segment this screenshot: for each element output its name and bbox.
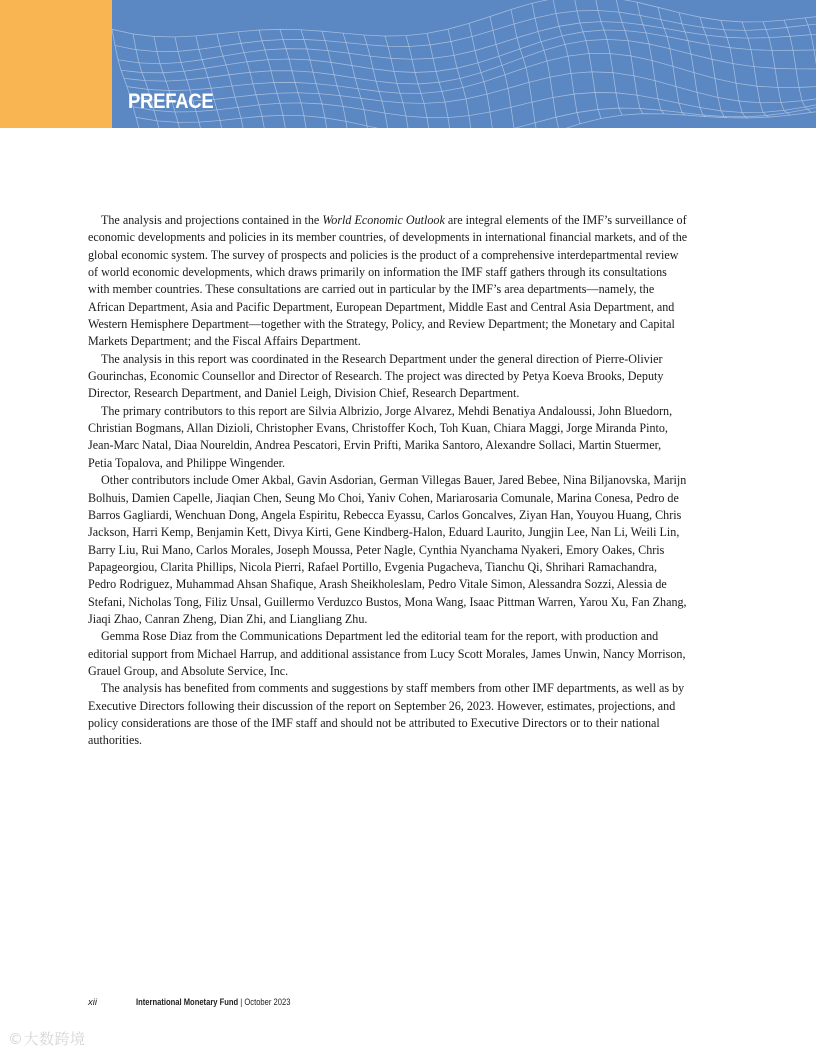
paragraph-other-contributors: Other contributors include Omer Akbal, Gavin Asdorian, German Villegas Bauer, Jared Bebee, Nina Biljanovska, Marijn Bolhuis, Damien Capelle, Jiaqian Chen, Seung Mo Choi, Yaniv Cohen, Mariarosaria Comunale, Marina Conesa, Pedro de Barros Gagliardi, Wenchuan Dong, Angela Espiritu, Rebecca Eyassu, Carlos Goncalves, Ziyan Han, Youyou Huang, Chris Jackson, Harri Kemp, Benjamin Kett, Divya Kirti, Gene Kindberg-Halon, Eduard Laurito, Jungjin Lee, Nan Li, Weili Lin, Barry Liu, Rui Mano, Carlos Morales, Joseph Moussa, Peter Nagle, Cynthia Nyanchama Nyakeri, Emory Oakes, Chris Papageorgiou, Clarita Phillips, Nicola Pierri, Rafael Portillo, Evgenia Pugacheva, Tianchu Qi, Shrihari Ramachandra, Pedro Rodriguez, Muhammad Ahsan Shafique, Arash Sheikholeslam, Pedro Vitale Simon, Alessandra Sozzi, Alessia de Stefani, Nicholas Tong, Filiz Unsal, Guillermo Verduzco Bustos, Mona Wang, Isaac Pittman Warren, Yarou Xu, Fan Zhang, Jiaqi Zhao, Canran Zheng, Dian Zhi, and Liangliang Zhu. <box>88 473 687 626</box>
publication-title: World Economic Outlook <box>322 213 445 227</box>
footer-date: October 2023 <box>244 997 291 1008</box>
watermark-logo: ©大数跨境 <box>8 1030 86 1048</box>
wireframe-terrain-graphic <box>112 0 816 128</box>
paragraph-acknowledgments: The analysis has benefited from comments and suggestions by staff members from other IMF departments, as well as by Executive Directors following their discussion of the report on September 26, 2023. However, estimates, projections, and policy considerations are those of the IMF staff and should not be attributed to Executive Directors or to their national authorities. <box>88 681 685 748</box>
footer-organization: International Monetary Fund <box>136 997 239 1008</box>
paragraph-primary-contributors: The primary contributors to this report are Silvia Albrizio, Jorge Alvarez, Mehdi Benatiya Andaloussi, John Bluedorn, Christian Bogmans, Allan Dizioli, Christopher Evans, Christoffer Koch, Toh Kuan, Chiara Maggi, Jorge Miranda Pinto, Jean-Marc Natal, Diaa Noureldin, Andrea Pescatori, Ervin Prifti, Marika Santoro, Alexandre Sollaci, Martin Stuermer, Petia Topalova, and Philippe Wingender. <box>88 403 673 470</box>
page-title: PREFACE <box>128 90 214 113</box>
footer-source: International Monetary Fund | October 2023 <box>136 997 291 1008</box>
paragraph-intro: The analysis and projections contained in the World Economic Outlook are integral elements of the IMF’s surveillance of economic developments and policies in its member countries, of developments in international financial markets, and of the global economic system. The survey of prospects and policies is the product of a comprehensive interdepartmental review of world economic developments, which draws primarily on information the IMF staff gathers through its consultations with member countries. These consultations are carried out in particular by the IMF’s area departments—namely, the African Department, Asia and Pacific Department, European Department, Middle East and Central Asia Department, and Western Hemisphere Department—together with the Strategy, Policy, and Review Department; the Monetary and Capital Markets Department; and the Fiscal Affairs Department. <box>88 213 688 349</box>
header-band <box>0 0 816 128</box>
body-text <box>88 212 688 750</box>
page-number: xii <box>88 997 97 1008</box>
orange-accent-block <box>0 0 112 128</box>
header-banner <box>112 0 816 128</box>
paragraph-coordination: The analysis in this report was coordinated in the Research Department under the general direction of Pierre-Olivier Gourinchas, Economic Counsellor and Director of Research. The project was directed by Petya Koeva Brooks, Deputy Director, Research Department, and Daniel Leigh, Division Chief, Research Department. <box>88 351 664 401</box>
paragraph-editorial: Gemma Rose Diaz from the Communications Department led the editorial team for the report, with production and editorial support from Michael Harrup, and additional assistance from Lucy Scott Morales, James Unwin, Nancy Morrison, Grauel Group, and Absolute Service, Inc. <box>88 629 686 678</box>
